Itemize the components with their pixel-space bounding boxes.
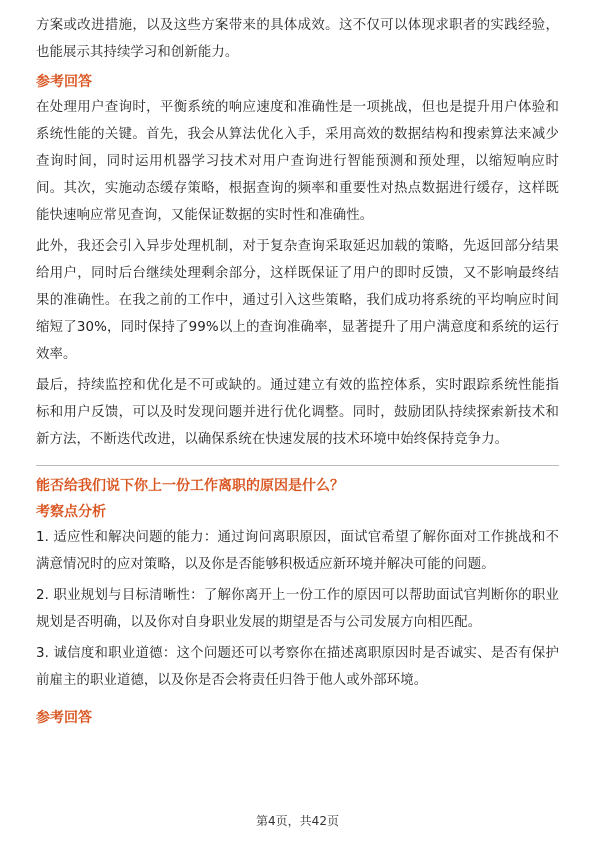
answer-heading-2: 参考回答	[36, 710, 92, 726]
answer-heading: 参考回答	[36, 74, 92, 90]
answer-paragraph-3: 最后，持续监控和优化是不可或缺的。通过建立有效的监控体系，实时跟踪系统性能指标和用户反馈，可以及时发现问题并进行优化调整。同时，鼓励团队持续探索新技术和新方法，不断迭代改进，以确保系统在快速发展的技术环境中始终保持竞争力。	[36, 378, 559, 447]
question-heading: 能否给我们说下你上一份工作离职的原因是什么？	[36, 478, 344, 494]
answer-paragraph-1: 在处理用户查询时，平衡系统的响应速度和准确性是一项挑战，但也是提升用户体验和系统性能的关键。首先，我会从算法优化入手，采用高效的数据结构和搜索算法来减少查询时间，同时运用机器学习技术对用户查询进行智能预测和预处理，以缩短响应时间。其次，实施动态缓存策略，根据查询的频率和重要性对热点数据进行缓存，这样既能快速响应常见查询，又能保证数据的实时性和准确性。	[36, 100, 559, 223]
intro-paragraph: 方案或改进措施，以及这些方案带来的具体成效。这不仅可以体现求职者的实践经验，也能展示其持续学习和创新能力。	[36, 18, 559, 60]
analysis-item-3: 3. 诚信度和职业道德：这个问题还可以考察你在描述离职原因时是否诚实、是否有保护前雇主的职业道德，以及你是否会将责任归咎于他人或外部环境。	[36, 646, 559, 688]
analysis-item-2: 2. 职业规划与目标清晰性：了解你离开上一份工作的原因可以帮助面试官判断你的职业规划是否明确，以及你对自身职业发展的期望是否与公司发展方向相匹配。	[36, 588, 559, 630]
section-divider	[36, 465, 559, 466]
answer-paragraph-2: 此外，我还会引入异步处理机制，对于复杂查询采取延迟加载的策略，先返回部分结果给用户，同时后台继续处理剩余部分，这样既保证了用户的即时反馈，又不影响最终结果的准确性。在我之前的工作中，通过引入这些策略，我们成功将系统的平均响应时间缩短了30%，同时保持了99%以上的查询准确率，显著提升了用户满意度和系统的运行效率。	[36, 239, 559, 362]
page-number-footer: 第4页，共42页	[256, 814, 339, 828]
analysis-heading: 考察点分析	[36, 504, 106, 520]
page-content	[36, 12, 559, 730]
analysis-item-1: 1. 适应性和解决问题的能力：通过询问离职原因，面试官希望了解你面对工作挑战和不满意情况时的应对策略，以及你是否能够积极适应新环境并解决可能的问题。	[36, 530, 559, 572]
